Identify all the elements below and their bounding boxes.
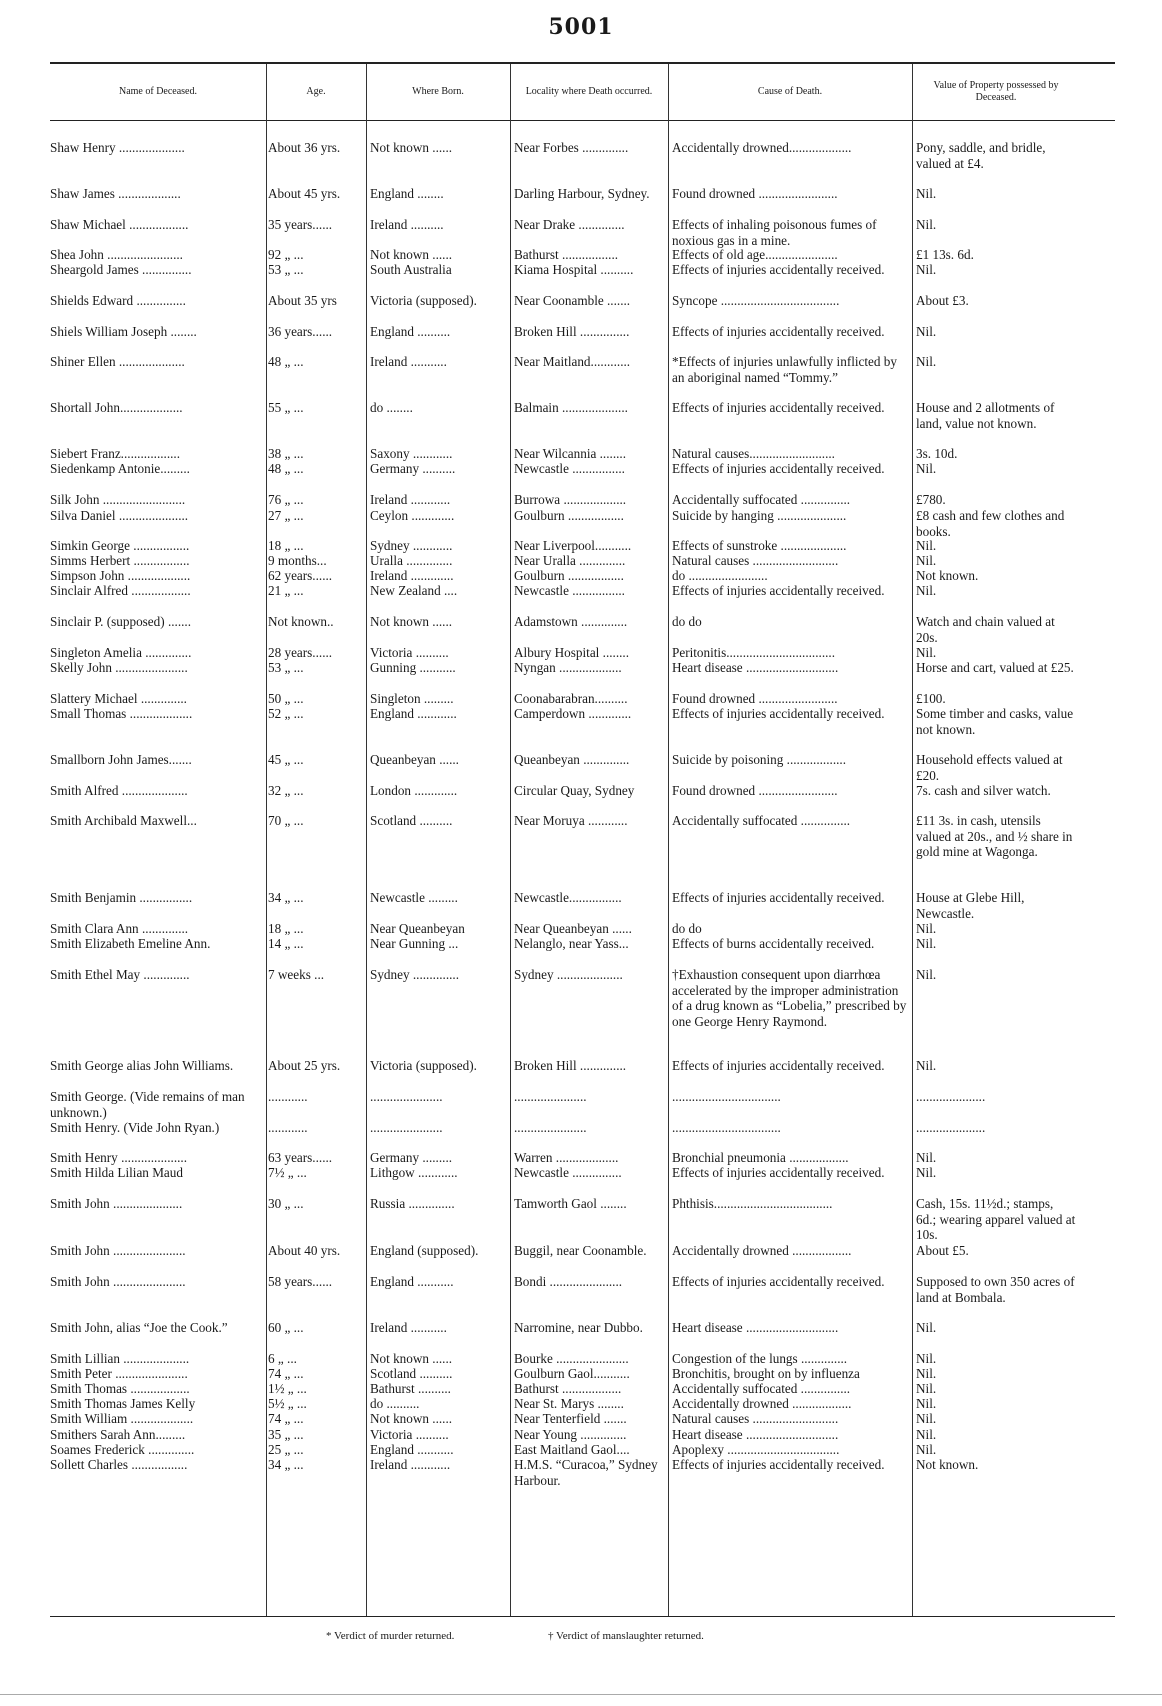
- cell-cause: .................................: [672, 1120, 781, 1135]
- cell-locality: Near Wilcannia ........: [514, 446, 627, 461]
- cell-born: Ireland .............: [370, 568, 454, 583]
- cell-property: £1 13s. 6d.: [916, 247, 974, 262]
- page-number: 5001: [548, 14, 614, 40]
- cell-property: 3s. 10d.: [916, 446, 958, 461]
- cell-cause: Heart disease ............................: [672, 1427, 839, 1442]
- cell-born: Ireland ...........: [370, 354, 447, 369]
- cell-born: Ireland ..........: [370, 217, 444, 232]
- cell-name: Silva Daniel .....................: [50, 508, 189, 523]
- cell-property: Nil.: [916, 538, 937, 553]
- cell-age: About 40 yrs.: [268, 1243, 341, 1258]
- cell-cause: Accidentally suffocated ...............: [672, 1381, 851, 1396]
- cell-property: £780.: [916, 492, 946, 507]
- cell-age: 38 „ ...: [268, 446, 304, 461]
- cell-cause: Effects of injuries accidentally received.: [672, 400, 885, 415]
- cell-born: Scotland ..........: [370, 813, 453, 828]
- cell-born: do ..........: [370, 1396, 420, 1411]
- cell-locality: Circular Quay, Sydney: [514, 783, 635, 798]
- cell-locality: Goulburn .................: [514, 568, 624, 583]
- cell-property: Nil.: [916, 217, 937, 232]
- cell-property: Nil.: [916, 1396, 937, 1411]
- cell-born: Saxony ............: [370, 446, 453, 461]
- cell-property: Watch and chain valued at 20s.: [916, 614, 1055, 645]
- cell-name: Smith George alias John Williams.: [50, 1058, 234, 1073]
- cell-property: Nil.: [916, 1351, 937, 1366]
- cell-cause: Effects of injuries accidentally received.: [672, 461, 885, 476]
- cell-cause: Found drowned ........................: [672, 186, 838, 201]
- cell-name: Smith Benjamin ................: [50, 890, 193, 905]
- cell-locality: Newcastle ................: [514, 583, 625, 598]
- cell-property: Supposed to own 350 acres of land at Bombala.: [916, 1274, 1075, 1305]
- cell-age: About 36 yrs.: [268, 140, 341, 155]
- cell-property: Cash, 15s. 11½d.; stamps, 6d.; wearing apparel valued at 10s.: [916, 1196, 1076, 1242]
- cell-name: Shields Edward ...............: [50, 293, 186, 308]
- cell-property: £100.: [916, 691, 946, 706]
- table-bottom-rule: [50, 1616, 1115, 1617]
- cell-born: Singleton .........: [370, 691, 454, 706]
- cell-born: ......................: [370, 1120, 443, 1135]
- cell-born: Ireland ............: [370, 492, 451, 507]
- cell-age: 14 „ ...: [268, 936, 304, 951]
- cell-locality: Sydney ....................: [514, 967, 623, 982]
- cell-age: 34 „ ...: [268, 1457, 304, 1472]
- cell-age: 18 „ ...: [268, 538, 304, 553]
- cell-name: Smith Ethel May ..............: [50, 967, 190, 982]
- cell-age: 36 years......: [268, 324, 333, 339]
- cell-name: Sinclair Alfred ..................: [50, 583, 191, 598]
- cell-property: About £5.: [916, 1243, 969, 1258]
- cell-cause: †Exhaustion consequent upon diarrhœa accelerated by the improper administration of a drug known as “Lobelia,” prescribed by one George Henry Raymond.: [672, 967, 907, 1029]
- cell-born: New Zealand ....: [370, 583, 458, 598]
- cell-locality: Bourke ......................: [514, 1351, 629, 1366]
- cell-locality: Broken Hill ...............: [514, 324, 630, 339]
- cell-cause: Apoplexy ..................................: [672, 1442, 840, 1457]
- cell-born: Gunning ...........: [370, 660, 456, 675]
- cell-born: England ...........: [370, 1274, 454, 1289]
- cell-cause: do ........................: [672, 568, 768, 583]
- column-divider: [266, 64, 267, 1616]
- cell-locality: Tamworth Gaol ........: [514, 1196, 627, 1211]
- cell-cause: Heart disease ............................: [672, 1320, 839, 1335]
- cell-locality: Bathurst .................: [514, 247, 619, 262]
- cell-born: England ..........: [370, 324, 451, 339]
- cell-locality: Camperdown .............: [514, 706, 632, 721]
- cell-property: Nil.: [916, 186, 937, 201]
- cell-locality: Coonabarabran..........: [514, 691, 628, 706]
- cell-age: 53 „ ...: [268, 660, 304, 675]
- cell-name: Smith Clara Ann ..............: [50, 921, 189, 936]
- cell-cause: Congestion of the lungs ..............: [672, 1351, 848, 1366]
- cell-born: Not known ......: [370, 614, 453, 629]
- cell-property: About £3.: [916, 293, 969, 308]
- cell-property: House and 2 allotments of land, value not known.: [916, 400, 1055, 431]
- cell-cause: do do: [672, 921, 702, 936]
- cell-cause: Bronchitis, brought on by influenza: [672, 1366, 860, 1381]
- cell-age: Not known..: [268, 614, 334, 629]
- cell-age: 76 „ ...: [268, 492, 304, 507]
- cell-age: 50 „ ...: [268, 691, 304, 706]
- cell-cause: Accidentally drowned ..................: [672, 1243, 852, 1258]
- cell-born: Uralla ..............: [370, 553, 453, 568]
- cell-property: Not known.: [916, 568, 979, 583]
- cell-property: Household effects valued at £20.: [916, 752, 1063, 783]
- cell-name: Simpson John ...................: [50, 568, 191, 583]
- cell-property: Nil.: [916, 1366, 937, 1381]
- header-name: Name of Deceased.: [118, 86, 197, 97]
- cell-locality: Near Uralla ..............: [514, 553, 626, 568]
- cell-name: Silk John .........................: [50, 492, 186, 507]
- cell-name: Smith John ......................: [50, 1274, 186, 1289]
- cell-age: About 35 yrs: [268, 293, 337, 308]
- cell-born: London .............: [370, 783, 458, 798]
- header-locality: Locality where Death occurred.: [525, 86, 653, 97]
- cell-property: House at Glebe Hill, Newcastle.: [916, 890, 1025, 921]
- cell-name: Singleton Amelia ..............: [50, 645, 192, 660]
- cell-locality: Near Coonamble .......: [514, 293, 631, 308]
- cell-name: Smith William ...................: [50, 1411, 194, 1426]
- cell-property: Nil.: [916, 583, 937, 598]
- cell-locality: Near Tenterfield .......: [514, 1411, 627, 1426]
- cell-age: 55 „ ...: [268, 400, 304, 415]
- cell-name: Siebert Franz..................: [50, 446, 181, 461]
- cell-property: Nil.: [916, 1150, 937, 1165]
- cell-cause: Syncope ....................................: [672, 293, 840, 308]
- cell-locality: Nelanglo, near Yass...: [514, 936, 629, 951]
- cell-born: Near Gunning ...: [370, 936, 459, 951]
- cell-locality: Balmain ....................: [514, 400, 628, 415]
- cell-locality: Kiama Hospital ..........: [514, 262, 634, 277]
- cell-age: 52 „ ...: [268, 706, 304, 721]
- cell-property: £8 cash and few clothes and books.: [916, 508, 1065, 539]
- column-divider: [366, 64, 367, 1616]
- cell-locality: Bondi ......................: [514, 1274, 623, 1289]
- cell-locality: ......................: [514, 1120, 587, 1135]
- cell-locality: Queanbeyan ..............: [514, 752, 630, 767]
- footnote-manslaughter: † Verdict of manslaughter returned.: [548, 1630, 704, 1642]
- header-property: Value of Property possessed by Deceased.: [933, 80, 1059, 103]
- cell-locality: Narromine, near Dubbo.: [514, 1320, 643, 1335]
- cell-property: .....................: [916, 1089, 986, 1104]
- cell-born: Germany ..........: [370, 461, 456, 476]
- cell-name: Smith Thomas James Kelly: [50, 1396, 196, 1411]
- cell-age: 63 years......: [268, 1150, 333, 1165]
- cell-born: Ceylon .............: [370, 508, 455, 523]
- cell-cause: Effects of injuries accidentally received.: [672, 706, 885, 721]
- cell-born: Newcastle .........: [370, 890, 458, 905]
- cell-born: Sydney ............: [370, 538, 453, 553]
- cell-property: 7s. cash and silver watch.: [916, 783, 1051, 798]
- cell-cause: do do: [672, 614, 702, 629]
- page-edge: [0, 1694, 1162, 1695]
- cell-name: Sheargold James ...............: [50, 262, 192, 277]
- cell-cause: Effects of sunstroke ....................: [672, 538, 847, 553]
- cell-name: Smithers Sarah Ann.........: [50, 1427, 186, 1442]
- cell-name: Skelly John ......................: [50, 660, 188, 675]
- cell-property: Pony, saddle, and bridle, valued at £4.: [916, 140, 1046, 171]
- cell-locality: Near St. Marys ........: [514, 1396, 624, 1411]
- cell-born: do ........: [370, 400, 413, 415]
- cell-age: 58 years......: [268, 1274, 333, 1289]
- cell-property: Some timber and casks, value not known.: [916, 706, 1074, 737]
- cell-cause: Accidentally drowned...................: [672, 140, 852, 155]
- cell-age: 74 „ ...: [268, 1366, 304, 1381]
- cell-locality: Warren ...................: [514, 1150, 619, 1165]
- cell-locality: East Maitland Gaol....: [514, 1442, 630, 1457]
- cell-cause: Natural causes ..........................: [672, 553, 839, 568]
- cell-cause: Natural causes ..........................: [672, 1411, 839, 1426]
- cell-property: Nil.: [916, 1381, 937, 1396]
- cell-property: Nil.: [916, 461, 937, 476]
- cell-property: Nil.: [916, 354, 937, 369]
- cell-age: 35 years......: [268, 217, 333, 232]
- cell-property: Horse and cart, valued at £25.: [916, 660, 1074, 675]
- cell-age: 34 „ ...: [268, 890, 304, 905]
- cell-cause: Effects of injuries accidentally received.: [672, 890, 885, 905]
- cell-name: Shiels William Joseph ........: [50, 324, 197, 339]
- cell-property: Nil.: [916, 553, 937, 568]
- cell-cause: Natural causes..........................: [672, 446, 835, 461]
- cell-age: 9 months...: [268, 553, 327, 568]
- cell-age: ............: [268, 1089, 308, 1104]
- cell-name: Smith Lillian ....................: [50, 1351, 190, 1366]
- cell-locality: Near Moruya ............: [514, 813, 628, 828]
- cell-cause: .................................: [672, 1089, 781, 1104]
- cell-property: Nil.: [916, 936, 937, 951]
- cell-born: Sydney ..............: [370, 967, 460, 982]
- cell-age: ............: [268, 1120, 308, 1135]
- header-age: Age.: [306, 86, 326, 97]
- cell-cause: Accidentally suffocated ...............: [672, 492, 851, 507]
- footnote-murder: * Verdict of murder returned.: [326, 1630, 455, 1642]
- cell-locality: Near Liverpool...........: [514, 538, 632, 553]
- cell-locality: Nyngan ...................: [514, 660, 622, 675]
- cell-name: Smith John, alias “Joe the Cook.”: [50, 1320, 228, 1335]
- cell-born: England (supposed).: [370, 1243, 479, 1258]
- cell-born: Lithgow ............: [370, 1165, 458, 1180]
- cell-name: Shortall John...................: [50, 400, 183, 415]
- cell-cause: Suicide by poisoning ..................: [672, 752, 847, 767]
- cell-locality: ......................: [514, 1089, 587, 1104]
- cell-name: Sinclair P. (supposed) .......: [50, 614, 192, 629]
- header-cause: Cause of Death.: [757, 86, 823, 97]
- cell-cause: Effects of old age......................: [672, 247, 838, 262]
- cell-locality: Goulburn Gaol...........: [514, 1366, 630, 1381]
- header-born: Where Born.: [412, 86, 464, 97]
- cell-cause: Effects of inhaling poisonous fumes of noxious gas in a mine.: [672, 217, 877, 248]
- column-divider: [668, 64, 669, 1616]
- cell-name: Small Thomas ...................: [50, 706, 193, 721]
- cell-property: Nil.: [916, 645, 937, 660]
- cell-locality: Near Drake ..............: [514, 217, 625, 232]
- cell-age: 48 „ ...: [268, 354, 304, 369]
- cell-locality: Newcastle ................: [514, 461, 625, 476]
- cell-property: Nil.: [916, 1427, 937, 1442]
- cell-name: Smith John ......................: [50, 1243, 186, 1258]
- cell-age: 62 years......: [268, 568, 333, 583]
- cell-locality: Adamstown ..............: [514, 614, 628, 629]
- cell-cause: Found drowned ........................: [672, 783, 838, 798]
- cell-cause: Bronchial pneumonia ..................: [672, 1150, 849, 1165]
- cell-age: 6 „ ...: [268, 1351, 297, 1366]
- cell-name: Shaw Henry ....................: [50, 140, 185, 155]
- cell-age: 70 „ ...: [268, 813, 304, 828]
- cell-born: Ireland ...........: [370, 1320, 447, 1335]
- cell-born: Bathurst ..........: [370, 1381, 451, 1396]
- cell-cause: Heart disease ............................: [672, 660, 839, 675]
- cell-age: 60 „ ...: [268, 1320, 304, 1335]
- cell-locality: Near Maitland............: [514, 354, 631, 369]
- cell-name: Siedenkamp Antonie.........: [50, 461, 190, 476]
- cell-born: Not known ......: [370, 247, 453, 262]
- cell-property: Not known.: [916, 1457, 979, 1472]
- cell-age: 74 „ ...: [268, 1411, 304, 1426]
- cell-cause: Effects of burns accidentally received.: [672, 936, 875, 951]
- column-divider: [510, 64, 511, 1616]
- cell-born: Russia ..............: [370, 1196, 455, 1211]
- cell-age: 21 „ ...: [268, 583, 304, 598]
- cell-cause: *Effects of injuries unlawfully inflicted by an aboriginal named “Tommy.”: [672, 354, 897, 385]
- cell-age: 48 „ ...: [268, 461, 304, 476]
- table-header: [50, 64, 1115, 121]
- cell-locality: Near Young ..............: [514, 1427, 627, 1442]
- cell-property: Nil.: [916, 1442, 937, 1457]
- cell-born: Victoria (supposed).: [370, 293, 477, 308]
- cell-cause: Effects of injuries accidentally received.: [672, 583, 885, 598]
- cell-born: Victoria (supposed).: [370, 1058, 477, 1073]
- cell-name: Smith Peter ......................: [50, 1366, 188, 1381]
- cell-cause: Effects of injuries accidentally received.: [672, 1058, 885, 1073]
- cell-locality: Newcastle ...............: [514, 1165, 622, 1180]
- cell-cause: Effects of injuries accidentally received.: [672, 1457, 885, 1472]
- cell-cause: Accidentally drowned ..................: [672, 1396, 852, 1411]
- cell-name: Smith Henry. (Vide John Ryan.): [50, 1120, 220, 1135]
- cell-cause: Accidentally suffocated ...............: [672, 813, 851, 828]
- cell-locality: Broken Hill ..............: [514, 1058, 627, 1073]
- cell-property: Nil.: [916, 1411, 937, 1426]
- cell-locality: Newcastle................: [514, 890, 622, 905]
- cell-cause: Effects of injuries accidentally received.: [672, 324, 885, 339]
- cell-locality: Near Queanbeyan ......: [514, 921, 632, 936]
- cell-age: 7 weeks ...: [268, 967, 325, 982]
- cell-name: Simms Herbert .................: [50, 553, 190, 568]
- cell-locality: Goulburn .................: [514, 508, 624, 523]
- cell-born: Not known ......: [370, 140, 453, 155]
- cell-property: Nil.: [916, 262, 937, 277]
- cell-age: 45 „ ...: [268, 752, 304, 767]
- cell-name: Smith Archibald Maxwell...: [50, 813, 197, 828]
- cell-locality: Burrowa ...................: [514, 492, 627, 507]
- cell-born: Ireland ............: [370, 1457, 451, 1472]
- cell-locality: H.M.S. “Curacoa,” Sydney Harbour.: [514, 1457, 658, 1488]
- cell-cause: Phthisis....................................: [672, 1196, 833, 1211]
- cell-born: Victoria ..........: [370, 1427, 449, 1442]
- cell-born: England ...........: [370, 1442, 454, 1457]
- cell-age: 5½ „ ...: [268, 1396, 307, 1411]
- cell-property: Nil.: [916, 324, 937, 339]
- cell-name: Smallborn John James.......: [50, 752, 192, 767]
- cell-age: 30 „ ...: [268, 1196, 304, 1211]
- cell-name: Smith Alfred ....................: [50, 783, 188, 798]
- cell-name: Smith Thomas ..................: [50, 1381, 190, 1396]
- cell-age: About 25 yrs.: [268, 1058, 341, 1073]
- cell-born: South Australia: [370, 262, 452, 277]
- cell-name: Slattery Michael ..............: [50, 691, 187, 706]
- cell-born: England ........: [370, 186, 444, 201]
- cell-name: Smith John .....................: [50, 1196, 183, 1211]
- cell-born: Victoria ..........: [370, 645, 449, 660]
- cell-cause: Effects of injuries accidentally received.: [672, 1165, 885, 1180]
- cell-name: Soames Frederick ..............: [50, 1442, 195, 1457]
- cell-property: Nil.: [916, 1320, 937, 1335]
- cell-name: Shaw James ...................: [50, 186, 181, 201]
- cell-age: 7½ „ ...: [268, 1165, 307, 1180]
- cell-age: 18 „ ...: [268, 921, 304, 936]
- cell-locality: Albury Hospital ........: [514, 645, 630, 660]
- cell-locality: Bathurst ..................: [514, 1381, 622, 1396]
- cell-born: ......................: [370, 1089, 443, 1104]
- cell-age: 35 „ ...: [268, 1427, 304, 1442]
- cell-born: Scotland ..........: [370, 1366, 453, 1381]
- cell-born: Near Queanbeyan: [370, 921, 465, 936]
- cell-cause: Peritonitis.................................: [672, 645, 836, 660]
- cell-locality: Near Forbes ..............: [514, 140, 629, 155]
- cell-name: Simkin George .................: [50, 538, 190, 553]
- cell-born: Not known ......: [370, 1351, 453, 1366]
- cell-born: Not known ......: [370, 1411, 453, 1426]
- cell-name: Shiner Ellen ....................: [50, 354, 185, 369]
- cell-name: Smith George. (Vide remains of man unknown.): [50, 1089, 245, 1120]
- cell-born: Queanbeyan ......: [370, 752, 459, 767]
- cell-age: 32 „ ...: [268, 783, 304, 798]
- cell-property: Nil.: [916, 967, 937, 982]
- cell-name: Shea John .......................: [50, 247, 183, 262]
- cell-name: Sollett Charles .................: [50, 1457, 188, 1472]
- cell-property: £11 3s. in cash, utensils valued at 20s., and ½ share in gold mine at Wagonga.: [916, 813, 1073, 859]
- cell-cause: Found drowned ........................: [672, 691, 838, 706]
- cell-born: Germany .........: [370, 1150, 453, 1165]
- cell-age: 28 years......: [268, 645, 333, 660]
- cell-age: 53 „ ...: [268, 262, 304, 277]
- cell-name: Smith Hilda Lilian Maud: [50, 1165, 183, 1180]
- cell-cause: Suicide by hanging .....................: [672, 508, 847, 523]
- column-divider: [912, 64, 913, 1616]
- cell-age: About 45 yrs.: [268, 186, 341, 201]
- cell-name: Smith Henry ....................: [50, 1150, 188, 1165]
- cell-property: Nil.: [916, 1165, 937, 1180]
- cell-age: 92 „ ...: [268, 247, 304, 262]
- cell-cause: Effects of injuries accidentally received.: [672, 262, 885, 277]
- cell-name: Shaw Michael ..................: [50, 217, 189, 232]
- cell-born: England ............: [370, 706, 457, 721]
- cell-property: Nil.: [916, 921, 937, 936]
- cell-locality: Darling Harbour, Sydney.: [514, 186, 650, 201]
- cell-locality: Buggil, near Coonamble.: [514, 1243, 647, 1258]
- cell-property: .....................: [916, 1120, 986, 1135]
- cell-age: 1½ „ ...: [268, 1381, 307, 1396]
- cell-property: Nil.: [916, 1058, 937, 1073]
- cell-age: 25 „ ...: [268, 1442, 304, 1457]
- cell-cause: Effects of injuries accidentally received.: [672, 1274, 885, 1289]
- cell-age: 27 „ ...: [268, 508, 304, 523]
- cell-name: Smith Elizabeth Emeline Ann.: [50, 936, 211, 951]
